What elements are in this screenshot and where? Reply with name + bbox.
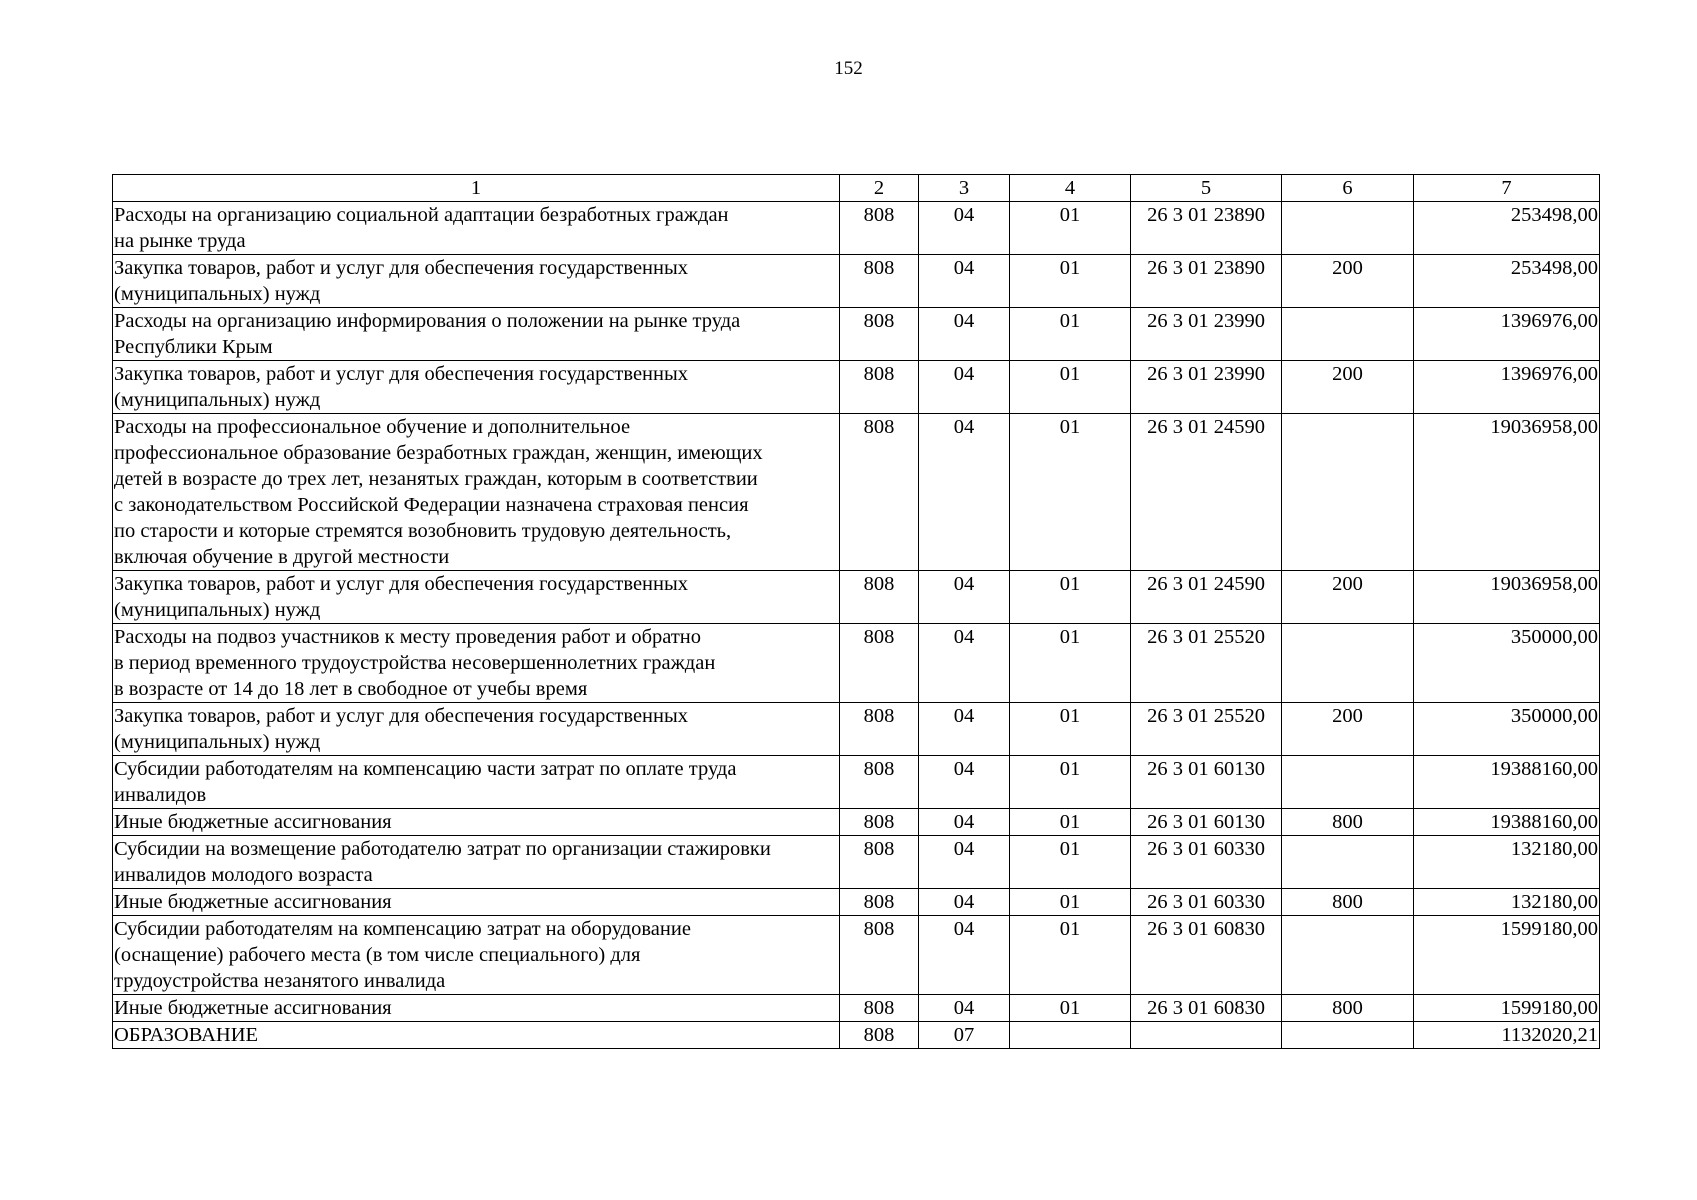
amount-cell: 350000,00 bbox=[1414, 624, 1600, 703]
section-code-cell: 04 bbox=[919, 889, 1010, 916]
table-row bbox=[113, 995, 1600, 1022]
column-header: 2 bbox=[840, 175, 919, 202]
amount-cell: 132180,00 bbox=[1414, 889, 1600, 916]
expense-type-cell: 800 bbox=[1282, 809, 1414, 836]
amount-cell: 350000,00 bbox=[1414, 703, 1600, 756]
expense-type-cell bbox=[1282, 202, 1414, 255]
target-article-cell: 26 3 01 60330 bbox=[1131, 836, 1282, 889]
expense-type-cell bbox=[1282, 624, 1414, 703]
table-row bbox=[113, 756, 1600, 809]
section-code-cell: 04 bbox=[919, 571, 1010, 624]
ministry-code-cell: 808 bbox=[840, 889, 919, 916]
column-header: 6 bbox=[1282, 175, 1414, 202]
target-article-cell: 26 3 01 60830 bbox=[1131, 916, 1282, 995]
section-code-cell: 04 bbox=[919, 836, 1010, 889]
target-article-cell bbox=[1131, 1022, 1282, 1049]
row-name-cell: Закупка товаров, работ и услуг для обеспечения государственных (муниципальных) нужд bbox=[113, 255, 840, 308]
target-article-cell: 26 3 01 60830 bbox=[1131, 995, 1282, 1022]
amount-cell: 19388160,00 bbox=[1414, 756, 1600, 809]
row-name-cell: ОБРАЗОВАНИЕ bbox=[113, 1022, 840, 1049]
expense-type-cell: 200 bbox=[1282, 255, 1414, 308]
target-article-cell: 26 3 01 24590 bbox=[1131, 571, 1282, 624]
subsection-code-cell: 01 bbox=[1010, 202, 1131, 255]
section-code-cell: 07 bbox=[919, 1022, 1010, 1049]
row-name-cell: Иные бюджетные ассигнования bbox=[113, 995, 840, 1022]
ministry-code-cell: 808 bbox=[840, 255, 919, 308]
section-code-cell: 04 bbox=[919, 756, 1010, 809]
amount-cell: 1396976,00 bbox=[1414, 308, 1600, 361]
ministry-code-cell: 808 bbox=[840, 308, 919, 361]
subsection-code-cell: 01 bbox=[1010, 889, 1131, 916]
table-row bbox=[113, 624, 1600, 703]
table-body bbox=[113, 202, 1600, 1049]
table-row bbox=[113, 703, 1600, 756]
ministry-code-cell: 808 bbox=[840, 809, 919, 836]
subsection-code-cell: 01 bbox=[1010, 361, 1131, 414]
page-number: 152 bbox=[834, 58, 863, 79]
row-name-cell: Субсидии работодателям на компенсацию затрат на оборудование (оснащение) рабочего места (в том числе специального) для трудоустройства незанятого инвалида bbox=[113, 916, 840, 995]
subsection-code-cell: 01 bbox=[1010, 836, 1131, 889]
target-article-cell: 26 3 01 23990 bbox=[1131, 308, 1282, 361]
expense-type-cell bbox=[1282, 756, 1414, 809]
section-code-cell: 04 bbox=[919, 308, 1010, 361]
section-code-cell: 04 bbox=[919, 995, 1010, 1022]
ministry-code-cell: 808 bbox=[840, 916, 919, 995]
subsection-code-cell: 01 bbox=[1010, 571, 1131, 624]
row-name-cell: Субсидии на возмещение работодателю затрат по организации стажировки инвалидов молодого возраста bbox=[113, 836, 840, 889]
expense-type-cell: 800 bbox=[1282, 995, 1414, 1022]
subsection-code-cell: 01 bbox=[1010, 703, 1131, 756]
subsection-code-cell: 01 bbox=[1010, 809, 1131, 836]
ministry-code-cell: 808 bbox=[840, 703, 919, 756]
row-name-cell: Расходы на подвоз участников к месту проведения работ и обратно в период временного трудоустройства несовершеннолетних граждан в возрасте от 14 до 18 лет в свободное от учебы время bbox=[113, 624, 840, 703]
row-name-cell: Расходы на профессиональное обучение и дополнительное профессиональное образование безработных граждан, женщин, имеющих детей в возрасте до трех лет, незанятых граждан, которым в соответствии с законодательством Российской Федерации назначена страховая пенсия по старости и которые стремятся возобновить трудовую деятельность, включая обучение в другой местности bbox=[113, 414, 840, 571]
amount-cell: 19036958,00 bbox=[1414, 571, 1600, 624]
amount-cell: 1396976,00 bbox=[1414, 361, 1600, 414]
section-code-cell: 04 bbox=[919, 916, 1010, 995]
target-article-cell: 26 3 01 25520 bbox=[1131, 624, 1282, 703]
target-article-cell: 26 3 01 23890 bbox=[1131, 255, 1282, 308]
ministry-code-cell: 808 bbox=[840, 756, 919, 809]
table-row bbox=[113, 889, 1600, 916]
table-row bbox=[113, 361, 1600, 414]
section-code-cell: 04 bbox=[919, 414, 1010, 571]
expense-type-cell bbox=[1282, 836, 1414, 889]
row-name-cell: Иные бюджетные ассигнования bbox=[113, 889, 840, 916]
ministry-code-cell: 808 bbox=[840, 624, 919, 703]
amount-cell: 132180,00 bbox=[1414, 836, 1600, 889]
expense-type-cell: 200 bbox=[1282, 361, 1414, 414]
ministry-code-cell: 808 bbox=[840, 571, 919, 624]
amount-cell: 1599180,00 bbox=[1414, 916, 1600, 995]
ministry-code-cell: 808 bbox=[840, 414, 919, 571]
row-name-cell: Расходы на организацию информирования о положении на рынке труда Республики Крым bbox=[113, 308, 840, 361]
row-name-cell: Закупка товаров, работ и услуг для обеспечения государственных (муниципальных) нужд bbox=[113, 571, 840, 624]
amount-cell: 253498,00 bbox=[1414, 255, 1600, 308]
ministry-code-cell: 808 bbox=[840, 361, 919, 414]
amount-cell: 1132020,21 bbox=[1414, 1022, 1600, 1049]
row-name-cell: Закупка товаров, работ и услуг для обеспечения государственных (муниципальных) нужд bbox=[113, 703, 840, 756]
column-header: 1 bbox=[113, 175, 840, 202]
column-header: 3 bbox=[919, 175, 1010, 202]
row-name-cell: Расходы на организацию социальной адаптации безработных граждан на рынке труда bbox=[113, 202, 840, 255]
table-header-row bbox=[113, 175, 1600, 202]
amount-cell: 19388160,00 bbox=[1414, 809, 1600, 836]
expense-type-cell bbox=[1282, 1022, 1414, 1049]
amount-cell: 253498,00 bbox=[1414, 202, 1600, 255]
section-code-cell: 04 bbox=[919, 624, 1010, 703]
expense-type-cell bbox=[1282, 308, 1414, 361]
expense-type-cell: 200 bbox=[1282, 703, 1414, 756]
column-header: 5 bbox=[1131, 175, 1282, 202]
subsection-code-cell: 01 bbox=[1010, 756, 1131, 809]
expense-type-cell bbox=[1282, 916, 1414, 995]
subsection-code-cell: 01 bbox=[1010, 414, 1131, 571]
subsection-code-cell: 01 bbox=[1010, 995, 1131, 1022]
column-header: 4 bbox=[1010, 175, 1131, 202]
target-article-cell: 26 3 01 24590 bbox=[1131, 414, 1282, 571]
row-name-cell: Закупка товаров, работ и услуг для обеспечения государственных (муниципальных) нужд bbox=[113, 361, 840, 414]
amount-cell: 19036958,00 bbox=[1414, 414, 1600, 571]
table-row bbox=[113, 809, 1600, 836]
ministry-code-cell: 808 bbox=[840, 1022, 919, 1049]
table-row bbox=[113, 202, 1600, 255]
target-article-cell: 26 3 01 60330 bbox=[1131, 889, 1282, 916]
section-code-cell: 04 bbox=[919, 809, 1010, 836]
target-article-cell: 26 3 01 23990 bbox=[1131, 361, 1282, 414]
table-row bbox=[113, 1022, 1600, 1049]
table-row bbox=[113, 836, 1600, 889]
section-code-cell: 04 bbox=[919, 255, 1010, 308]
table-row bbox=[113, 414, 1600, 571]
subsection-code-cell bbox=[1010, 1022, 1131, 1049]
amount-cell: 1599180,00 bbox=[1414, 995, 1600, 1022]
table-row bbox=[113, 308, 1600, 361]
subsection-code-cell: 01 bbox=[1010, 255, 1131, 308]
row-name-cell: Иные бюджетные ассигнования bbox=[113, 809, 840, 836]
target-article-cell: 26 3 01 60130 bbox=[1131, 756, 1282, 809]
table-row bbox=[113, 255, 1600, 308]
ministry-code-cell: 808 bbox=[840, 995, 919, 1022]
row-name-cell: Субсидии работодателям на компенсацию части затрат по оплате труда инвалидов bbox=[113, 756, 840, 809]
target-article-cell: 26 3 01 23890 bbox=[1131, 202, 1282, 255]
section-code-cell: 04 bbox=[919, 361, 1010, 414]
budget-table bbox=[112, 174, 1600, 1049]
ministry-code-cell: 808 bbox=[840, 836, 919, 889]
target-article-cell: 26 3 01 25520 bbox=[1131, 703, 1282, 756]
table-row bbox=[113, 916, 1600, 995]
subsection-code-cell: 01 bbox=[1010, 308, 1131, 361]
section-code-cell: 04 bbox=[919, 703, 1010, 756]
target-article-cell: 26 3 01 60130 bbox=[1131, 809, 1282, 836]
expense-type-cell: 800 bbox=[1282, 889, 1414, 916]
subsection-code-cell: 01 bbox=[1010, 916, 1131, 995]
column-header: 7 bbox=[1414, 175, 1600, 202]
table-row bbox=[113, 571, 1600, 624]
subsection-code-cell: 01 bbox=[1010, 624, 1131, 703]
section-code-cell: 04 bbox=[919, 202, 1010, 255]
expense-type-cell: 200 bbox=[1282, 571, 1414, 624]
expense-type-cell bbox=[1282, 414, 1414, 571]
ministry-code-cell: 808 bbox=[840, 202, 919, 255]
